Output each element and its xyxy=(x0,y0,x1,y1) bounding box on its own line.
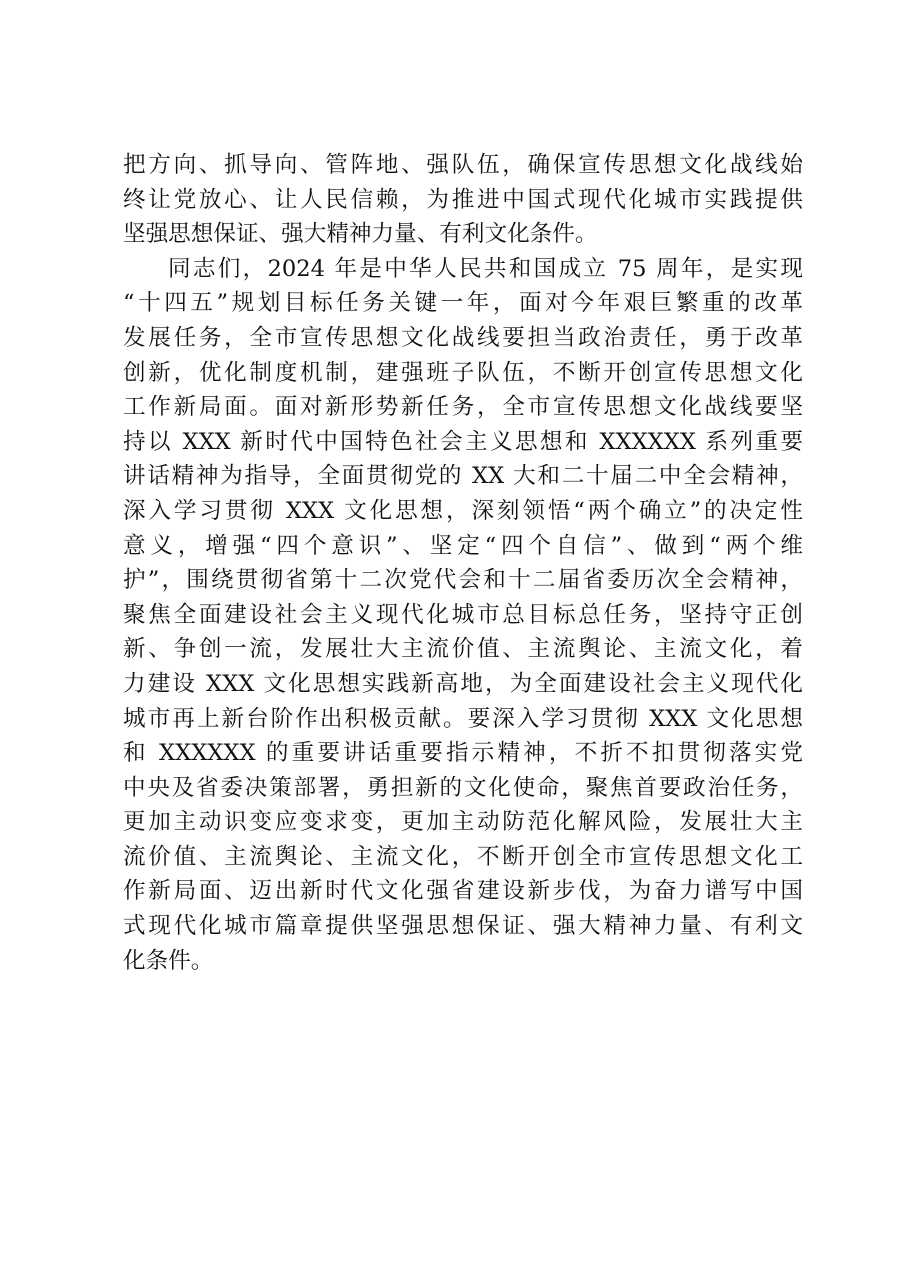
text-line: 护”，围绕贯彻省第十二次党代会和十二届省委历次全会精神， xyxy=(123,567,803,594)
text-line: 终让党放心、让人民信赖，为推进中国式现代化城市实践提供 xyxy=(123,186,803,213)
body-text xyxy=(123,148,803,978)
text-line: 化条件。 xyxy=(123,947,214,974)
text-line: 作新局面、迈出新时代文化强省建设新步伐，为奋力谱写中国 xyxy=(123,878,803,905)
text-line: 更加主动识变应变求变，更加主动防范化解风险，发展壮大主 xyxy=(123,809,803,836)
paragraph-first-line: 同志们，2024 年是中华人民共和国成立 75 周年，是实现 xyxy=(168,255,803,282)
text-line: 深入学习贯彻 XXX 文化思想，深刻领悟“两个确立”的决定性 xyxy=(123,497,803,524)
text-line: 流价值、主流舆论、主流文化，不断开创全市宣传思想文化工 xyxy=(123,843,803,870)
text-line: 意义，增强“四个意识”、坚定“四个自信”、做到“两个维 xyxy=(123,532,803,559)
text-line: 城市再上新台阶作出积极贡献。要深入学习贯彻 XXX 文化思想 xyxy=(123,705,803,732)
text-line: 力建设 XXX 文化思想实践新高地，为全面建设社会主义现代化 xyxy=(123,670,803,697)
text-line: 发展任务，全市宣传思想文化战线要担当政治责任，勇于改革 xyxy=(123,324,803,351)
text-line: “十四五”规划目标任务关键一年，面对今年艰巨繁重的改革 xyxy=(123,290,803,317)
text-line: 和 XXXXXX 的重要讲话重要指示精神，不折不扣贯彻落实党 xyxy=(123,740,803,767)
text-line: 坚强思想保证、强大精神力量、有利文化条件。 xyxy=(123,221,598,248)
text-line: 工作新局面。面对新形势新任务，全市宣传思想文化战线要坚 xyxy=(123,394,803,421)
text-line: 中央及省委决策部署，勇担新的文化使命，聚焦首要政治任务， xyxy=(123,774,803,801)
text-line: 把方向、抓导向、管阵地、强队伍，确保宣传思想文化战线始 xyxy=(123,152,803,178)
text-line: 聚焦全面建设社会主义现代化城市总目标总任务，坚持守正创 xyxy=(123,601,803,628)
text-line: 新、争创一流，发展壮大主流价值、主流舆论、主流文化，着 xyxy=(123,636,803,663)
text-line: 持以 XXX 新时代中国特色社会主义思想和 XXXXXX 系列重要 xyxy=(123,428,803,455)
text-line: 讲话精神为指导，全面贯彻党的 XX 大和二十届二中全会精神， xyxy=(123,463,803,490)
text-line: 式现代化城市篇章提供坚强思想保证、强大精神力量、有利文 xyxy=(123,913,803,940)
text-line: 创新，优化制度机制，建强班子队伍，不断开创宣传思想文化 xyxy=(123,359,803,386)
